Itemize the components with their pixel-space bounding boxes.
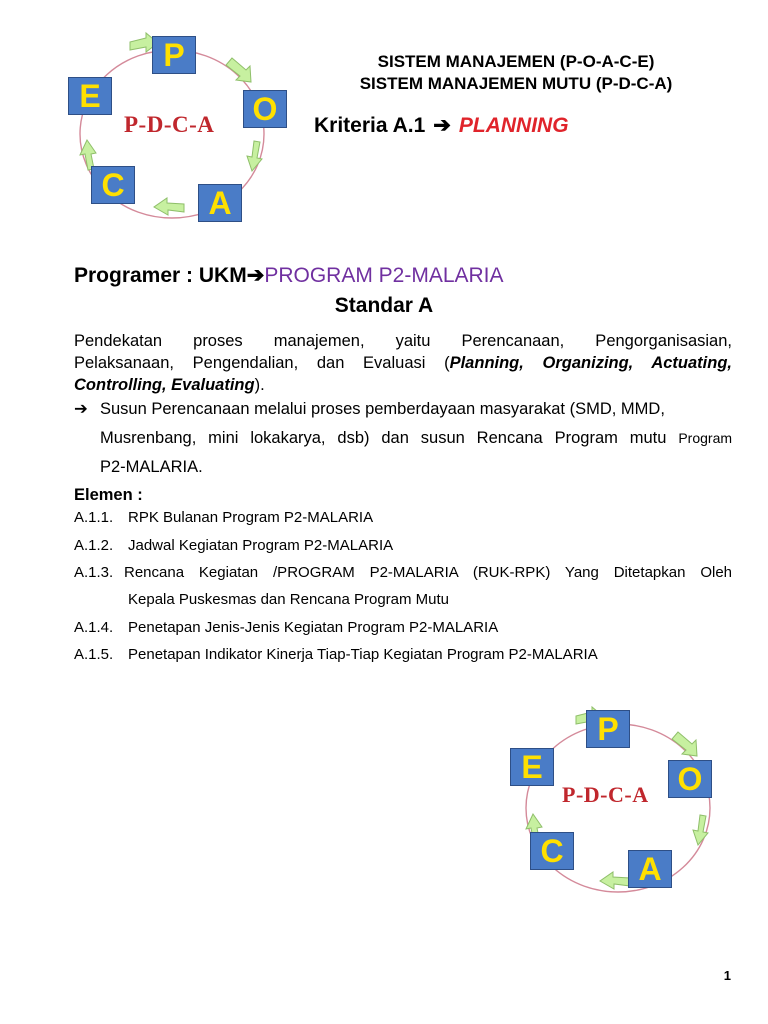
letter-o-box: O [243, 90, 287, 128]
elemen-item [74, 645, 732, 665]
elemen-code: A.1.4. [74, 619, 114, 636]
letter-c-box: C [530, 832, 574, 870]
elemen-code: A.1.5. [74, 646, 114, 663]
bullet-line-2-small: Program [678, 430, 733, 446]
header-line-1: SISTEM MANAJEMEN (P-O-A-C-E) [377, 52, 655, 71]
bullet-item [74, 395, 732, 482]
pdca-label: P-D-C-A [562, 782, 649, 807]
cycle-arrow-icon [693, 815, 708, 845]
bullet-line-2-text: Musrenbang, mini lokakarya, dsb) dan susun Rencana Program mutu [100, 429, 667, 447]
elemen-item [74, 618, 732, 638]
elemen-text: Jadwal Kegiatan Program P2-MALARIA [128, 537, 394, 554]
intro-line-3-emphasis: Controlling, Evaluating [74, 376, 255, 394]
letter-p-box: P [152, 36, 196, 74]
letter-p-box: P [586, 710, 630, 748]
letter-c-box: C [91, 166, 135, 204]
pdca-cycle-bottom [506, 704, 726, 904]
intro-line-2-emphasis: Planning, Organizing, Actuating, [449, 354, 732, 372]
kriteria-value: PLANNING [458, 114, 569, 137]
letter-e-box: E [68, 77, 112, 115]
letter-a-box: A [198, 184, 242, 222]
elemen-title: Elemen : [74, 486, 143, 504]
elemen-item [74, 563, 732, 583]
cycle-arrow-icon [600, 872, 630, 889]
bullet-line-1 [74, 395, 732, 424]
intro-line-1: Pendekatan proses manajemen, yaitu Perencanaan, Pengorganisasian, [74, 332, 732, 350]
letter-o-box: O [668, 760, 712, 798]
pdca-cycle-top [60, 30, 280, 230]
elemen-code: A.1.2. [74, 537, 114, 554]
elemen-code: A.1.3. [74, 564, 114, 581]
program-name: PROGRAM P2-MALARIA [264, 264, 504, 287]
bullet-line-3: P2-MALARIA. [100, 458, 203, 476]
intro-line-2 [74, 352, 732, 374]
intro-paragraph [74, 330, 732, 396]
cycle-arrow-icon [672, 732, 697, 756]
right-arrow-icon: ➔ [246, 264, 265, 287]
intro-line-3-text: ). [254, 376, 265, 394]
elemen-item [74, 536, 732, 556]
header-line-2: SISTEM MANAJEMEN MUTU (P-D-C-A) [359, 74, 673, 93]
bullet-line-2 [74, 424, 732, 453]
elemen-item [74, 508, 732, 528]
intro-line-3 [74, 374, 732, 396]
intro-line-2-text: Pelaksanaan, Pengendalian, dan Evaluasi ( [74, 354, 450, 372]
letter-a-box: A [628, 850, 672, 888]
kriteria-label: Kriteria A.1 [314, 114, 426, 137]
pdca-label: P-D-C-A [124, 112, 215, 137]
programer-line [74, 263, 504, 288]
right-arrow-icon: ➔ [433, 114, 451, 137]
elemen-text: Penetapan Indikator Kinerja Tiap-Tiap Kegiatan Program P2-MALARIA [128, 646, 598, 663]
programer-label: Programer : UKM [74, 264, 247, 287]
bullet-line-1-text: Susun Perencanaan melalui proses pemberdayaan masyarakat (SMD, MMD, [100, 400, 665, 418]
cycle-arrow-icon [154, 198, 184, 215]
elemen-text: Rencana Kegiatan /PROGRAM P2-MALARIA (RUK-RPK) Yang Ditetapkan Oleh [124, 564, 732, 581]
elemen-text: Penetapan Jenis-Jenis Kegiatan Program P2-MALARIA [128, 619, 499, 636]
cycle-arrow-icon [226, 58, 251, 82]
page-number: 1 [723, 968, 731, 983]
right-arrow-icon: ➔ [74, 400, 88, 418]
kriteria-line [314, 113, 569, 138]
cycle-arrow-icon [247, 141, 262, 171]
elemen-text: RPK Bulanan Program P2-MALARIA [128, 509, 374, 526]
elemen-item-continuation: Kepala Puskesmas dan Rencana Program Mutu [128, 591, 450, 608]
standar-title: Standar A [334, 294, 434, 317]
elemen-code: A.1.1. [74, 509, 114, 526]
letter-e-box: E [510, 748, 554, 786]
